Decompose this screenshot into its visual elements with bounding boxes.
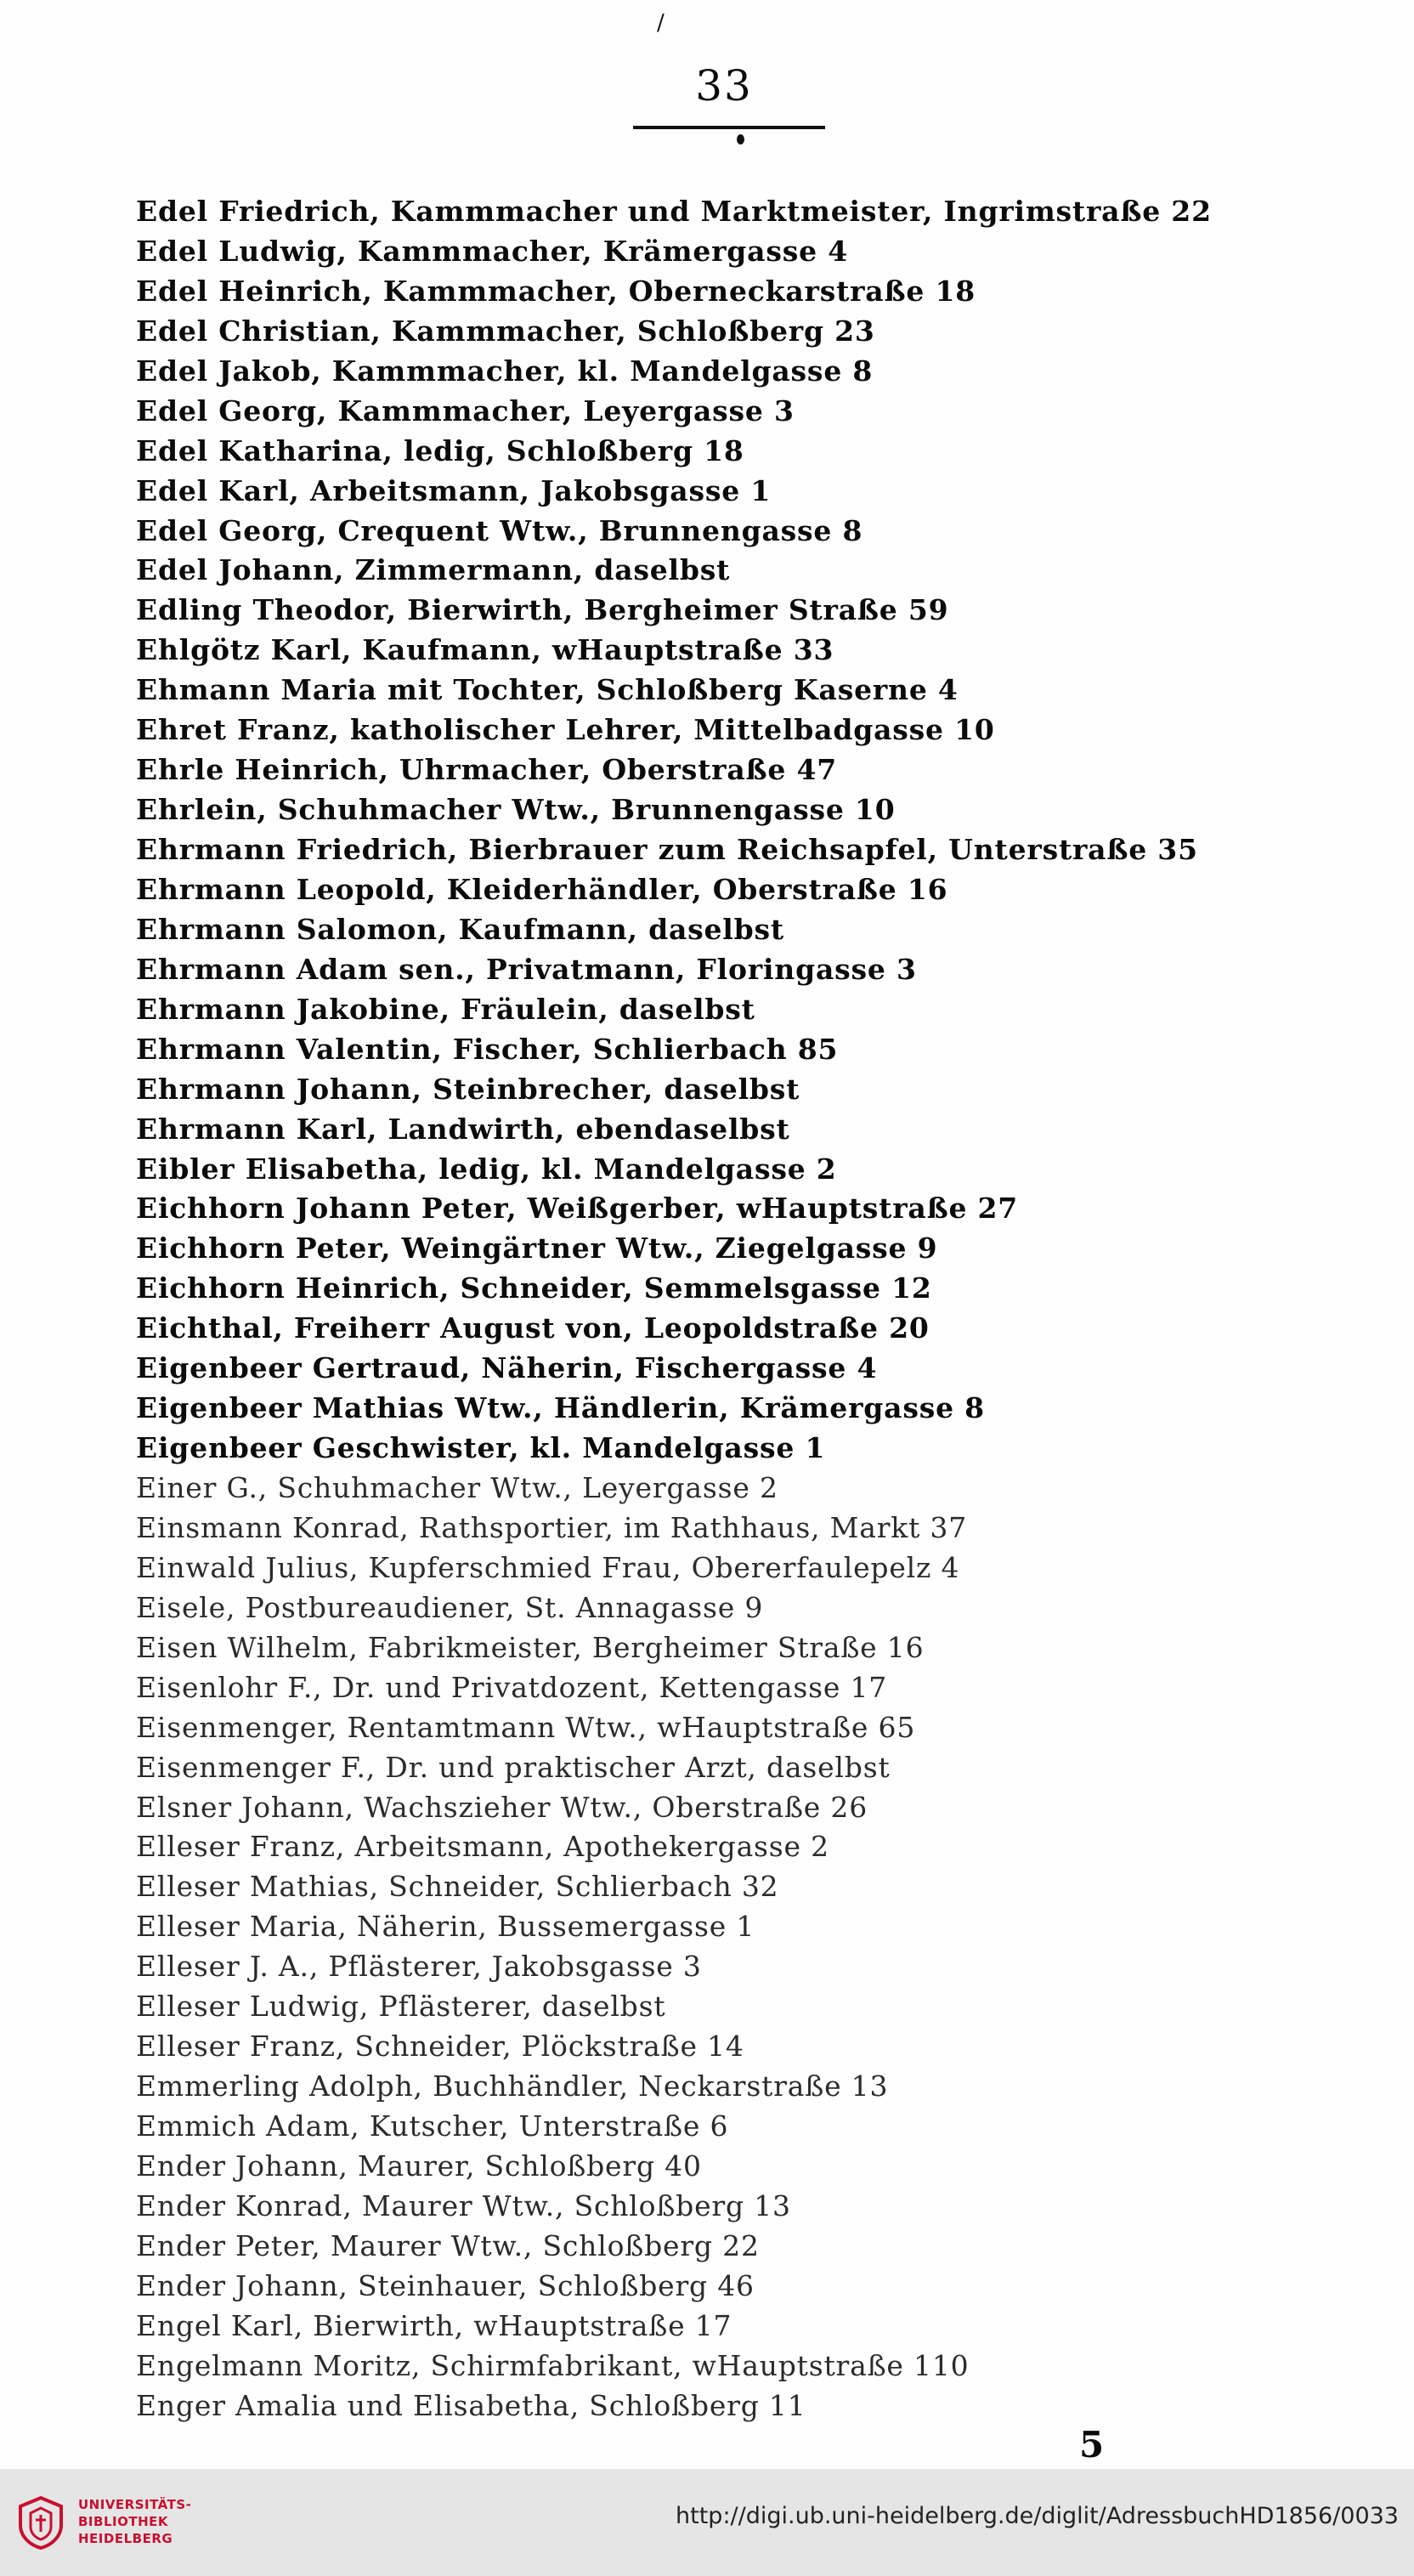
directory-entry: Eichthal, Freiherr August von, Leopoldstraße 20 xyxy=(136,1311,930,1345)
directory-entry: Edel Georg, Crequent Wtw., Brunnengasse 8 xyxy=(136,513,863,547)
directory-entry: Eigenbeer Geschwister, kl. Mandelgasse 1 xyxy=(136,1431,826,1465)
directory-entry: Elleser Franz, Arbeitsmann, Apothekergasse 2 xyxy=(136,1830,829,1864)
directory-entry: Ehrle Heinrich, Uhrmacher, Oberstraße 47 xyxy=(136,753,838,787)
directory-entry: Edel Ludwig, Kammmacher, Krämergasse 4 xyxy=(136,234,848,268)
directory-entry: Ehrlein, Schuhmacher Wtw., Brunnengasse 10 xyxy=(136,793,896,827)
directory-entry: Edel Karl, Arbeitsmann, Jakobsgasse 1 xyxy=(136,473,772,507)
directory-entry: Ehlgötz Karl, Kaufmann, wHauptstraße 33 xyxy=(136,633,834,667)
directory-entry: Edling Theodor, Bierwirth, Bergheimer Straße 59 xyxy=(136,593,949,627)
directory-entry: Emmerling Adolph, Buchhändler, Neckarstraße 13 xyxy=(136,2069,889,2103)
directory-entry: Ehrmann Salomon, Kaufmann, daselbst xyxy=(136,912,784,946)
directory-entry: Einsmann Konrad, Rathsportier, im Rathhaus, Markt 37 xyxy=(136,1510,968,1544)
directory-entry: Ehrmann Johann, Steinbrecher, daselbst xyxy=(136,1072,800,1106)
header-rule-dot xyxy=(737,134,744,144)
directory-entry: Edel Johann, Zimmermann, daselbst xyxy=(136,553,731,587)
top-mark: / xyxy=(657,10,665,36)
directory-entry: Eigenbeer Gertraud, Näherin, Fischergasse 4 xyxy=(136,1351,878,1385)
heidelberg-library-logo-icon xyxy=(15,2494,66,2551)
directory-entry: Edel Jakob, Kammmacher, kl. Mandelgasse 8 xyxy=(136,354,874,388)
directory-entry: Elleser Mathias, Schneider, Schlierbach 32 xyxy=(136,1870,779,1904)
library-name xyxy=(78,2496,191,2547)
signature-mark: 5 xyxy=(1079,2424,1105,2466)
directory-entry: Einwald Julius, Kupferschmied Frau, Obererfaulepelz 4 xyxy=(136,1550,960,1584)
directory-entry: Emmich Adam, Kutscher, Unterstraße 6 xyxy=(136,2109,729,2143)
directory-entries xyxy=(136,192,1343,2426)
directory-entry: Einer G., Schuhmacher Wtw., Leyergasse 2 xyxy=(136,1471,778,1504)
directory-entry: Edel Katharina, ledig, Schloßberg 18 xyxy=(136,433,744,467)
directory-entry: Ehrmann Friedrich, Bierbrauer zum Reichsapfel, Unterstraße 35 xyxy=(136,833,1198,866)
directory-entry: Edel Heinrich, Kammmacher, Oberneckarstraße 18 xyxy=(136,274,976,308)
directory-entry: Eisenmenger F., Dr. und praktischer Arzt, daselbst xyxy=(136,1750,891,1784)
directory-entry: Edel Georg, Kammmacher, Leyergasse 3 xyxy=(136,393,795,427)
directory-entry: Eichhorn Heinrich, Schneider, Semmelsgasse 12 xyxy=(136,1271,932,1305)
directory-entry: Engelmann Moritz, Schirmfabrikant, wHauptstraße 110 xyxy=(136,2348,970,2382)
header-rule xyxy=(633,126,825,129)
directory-entry: Eisele, Postbureaudiener, St. Annagasse 9 xyxy=(136,1590,764,1624)
directory-entry: Ehrmann Valentin, Fischer, Schlierbach 85 xyxy=(136,1032,839,1066)
directory-entry: Elsner Johann, Wachszieher Wtw., Oberstraße 26 xyxy=(136,1790,868,1824)
directory-entry: Ehmann Maria mit Tochter, Schloßberg Kaserne 4 xyxy=(136,673,959,707)
directory-entry: Edel Christian, Kammmacher, Schloßberg 23 xyxy=(136,314,875,348)
page-number: 33 xyxy=(695,61,753,110)
directory-entry: Ehrmann Jakobine, Fräulein, daselbst xyxy=(136,992,755,1026)
directory-entry: Elleser Maria, Näherin, Bussemergasse 1 xyxy=(136,1910,755,1944)
library-name-line2: BIBLIOTHEK xyxy=(78,2514,168,2529)
directory-entry: Eichhorn Peter, Weingärtner Wtw., Ziegelgasse 9 xyxy=(136,1231,938,1265)
directory-entry: Ehret Franz, katholischer Lehrer, Mittelbadgasse 10 xyxy=(136,713,995,747)
digital-library-url-link[interactable]: http://digi.ub.uni-heidelberg.de/diglit/AdressbuchHD1856/0033 xyxy=(676,2503,1399,2529)
footer-bar xyxy=(0,2469,1414,2576)
directory-entry: Elleser J. A., Pflästerer, Jakobsgasse 3 xyxy=(136,1950,702,1984)
directory-entry: Eisenlohr F., Dr. und Privatdozent, Kettengasse 17 xyxy=(136,1670,888,1704)
directory-entry: Ender Peter, Maurer Wtw., Schloßberg 22 xyxy=(136,2228,760,2262)
directory-entry: Eibler Elisabetha, ledig, kl. Mandelgasse 2 xyxy=(136,1152,837,1186)
directory-entry: Ehrmann Karl, Landwirth, ebendaselbst xyxy=(136,1112,790,1146)
directory-entry: Engel Karl, Bierwirth, wHauptstraße 17 xyxy=(136,2308,732,2342)
directory-entry: Elleser Ludwig, Pflästerer, daselbst xyxy=(136,1990,666,2024)
directory-entry: Ehrmann Adam sen., Privatmann, Floringasse 3 xyxy=(136,952,917,986)
directory-entry: Eisenmenger, Rentamtmann Wtw., wHauptstraße 65 xyxy=(136,1710,916,1744)
directory-entry: Ehrmann Leopold, Kleiderhändler, Oberstraße 16 xyxy=(136,872,948,906)
directory-entry: Edel Friedrich, Kammmacher und Marktmeister, Ingrimstraße 22 xyxy=(136,195,1212,228)
directory-entry: Ender Johann, Steinhauer, Schloßberg 46 xyxy=(136,2268,755,2302)
directory-entry: Ender Konrad, Maurer Wtw., Schloßberg 13 xyxy=(136,2188,791,2222)
directory-entry: Eigenbeer Mathias Wtw., Händlerin, Krämergasse 8 xyxy=(136,1391,985,1425)
directory-entry: Elleser Franz, Schneider, Plöckstraße 14 xyxy=(136,2030,744,2064)
directory-entry: Enger Amalia und Elisabetha, Schloßberg 11 xyxy=(136,2388,806,2422)
library-name-line3: HEIDELBERG xyxy=(78,2531,173,2546)
library-name-line1: UNIVERSITÄTS- xyxy=(78,2497,192,2512)
directory-entry: Eichhorn Johann Peter, Weißgerber, wHauptstraße 27 xyxy=(136,1192,1019,1226)
directory-entry: Eisen Wilhelm, Fabrikmeister, Bergheimer Straße 16 xyxy=(136,1630,925,1664)
directory-entry: Ender Johann, Maurer, Schloßberg 40 xyxy=(136,2149,702,2183)
